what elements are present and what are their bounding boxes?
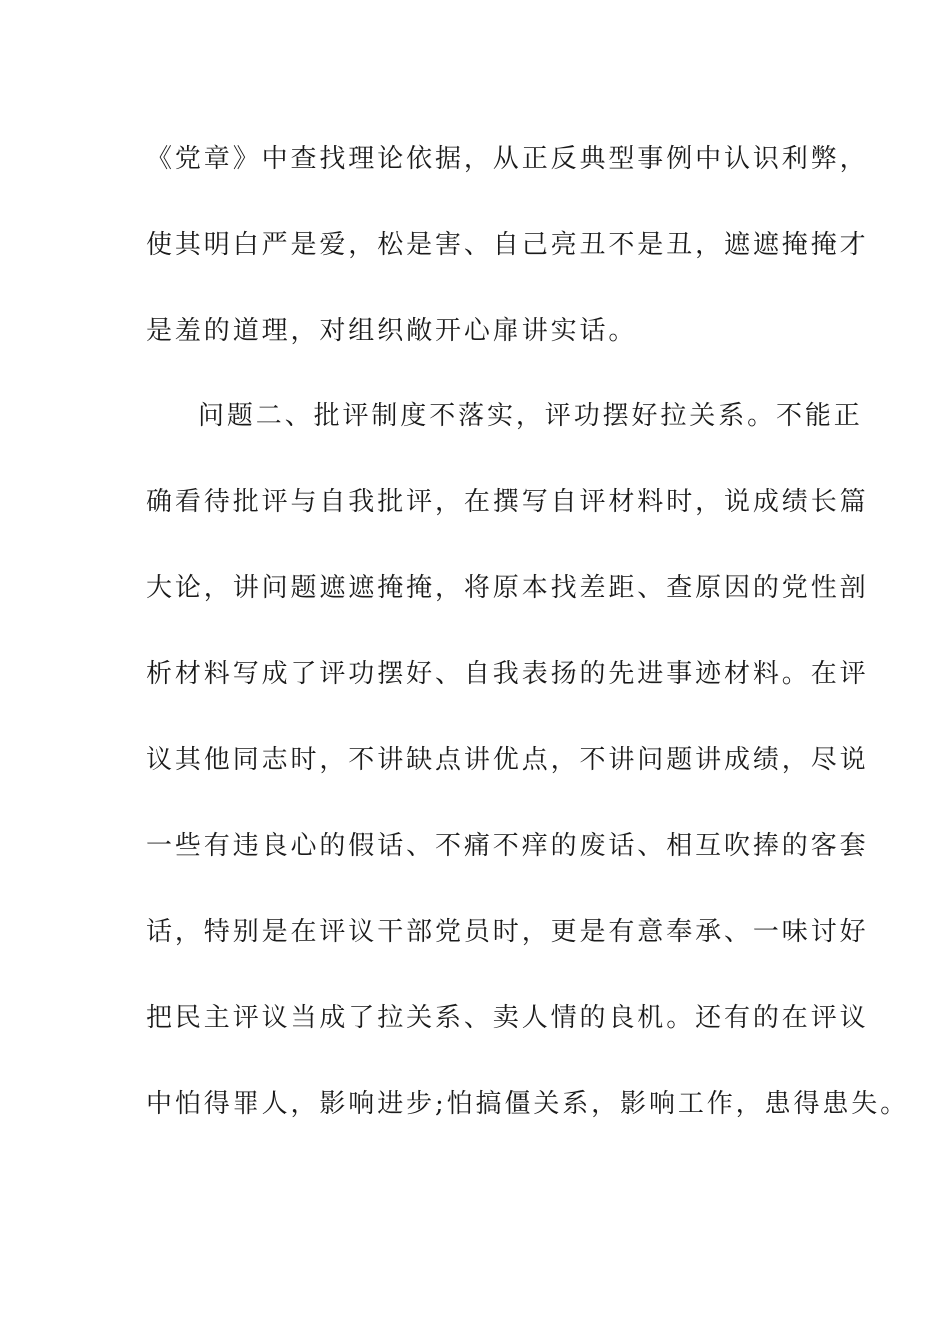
text-line: 中怕得罪人，影响进步;怕搞僵关系，影响工作，患得患失。: [146, 1089, 910, 1119]
text-line: 话，特别是在评议干部党员时，更是有意奉承、一味讨好: [146, 917, 869, 947]
text-line: 大论，讲问题遮遮掩掩，将原本找差距、查原因的党性剖: [146, 573, 869, 603]
text-line: 《党章》中查找理论依据，从正反典型事例中认识利弊，: [146, 144, 869, 174]
text-line: 把民主评议当成了拉关系、卖人情的良机。还有的在评议: [146, 1003, 869, 1033]
text-line: 确看待批评与自我批评，在撰写自评材料时，说成绩长篇: [146, 487, 869, 517]
paragraph-first-line: 问题二、批评制度不落实，评功摆好拉关系。不能正: [198, 401, 863, 431]
text-line: 析材料写成了评功摆好、自我表扬的先进事迹材料。在评: [146, 659, 869, 689]
text-line: 一些有违良心的假话、不痛不痒的废话、相互吹捧的客套: [146, 831, 869, 861]
text-line: 议其他同志时，不讲缺点讲优点，不讲问题讲成绩，尽说: [146, 745, 869, 775]
text-line: 使其明白严是爱，松是害、自己亮丑不是丑，遮遮掩掩才: [146, 230, 869, 260]
text-line: 是羞的道理，对组织敞开心扉讲实话。: [146, 316, 638, 346]
